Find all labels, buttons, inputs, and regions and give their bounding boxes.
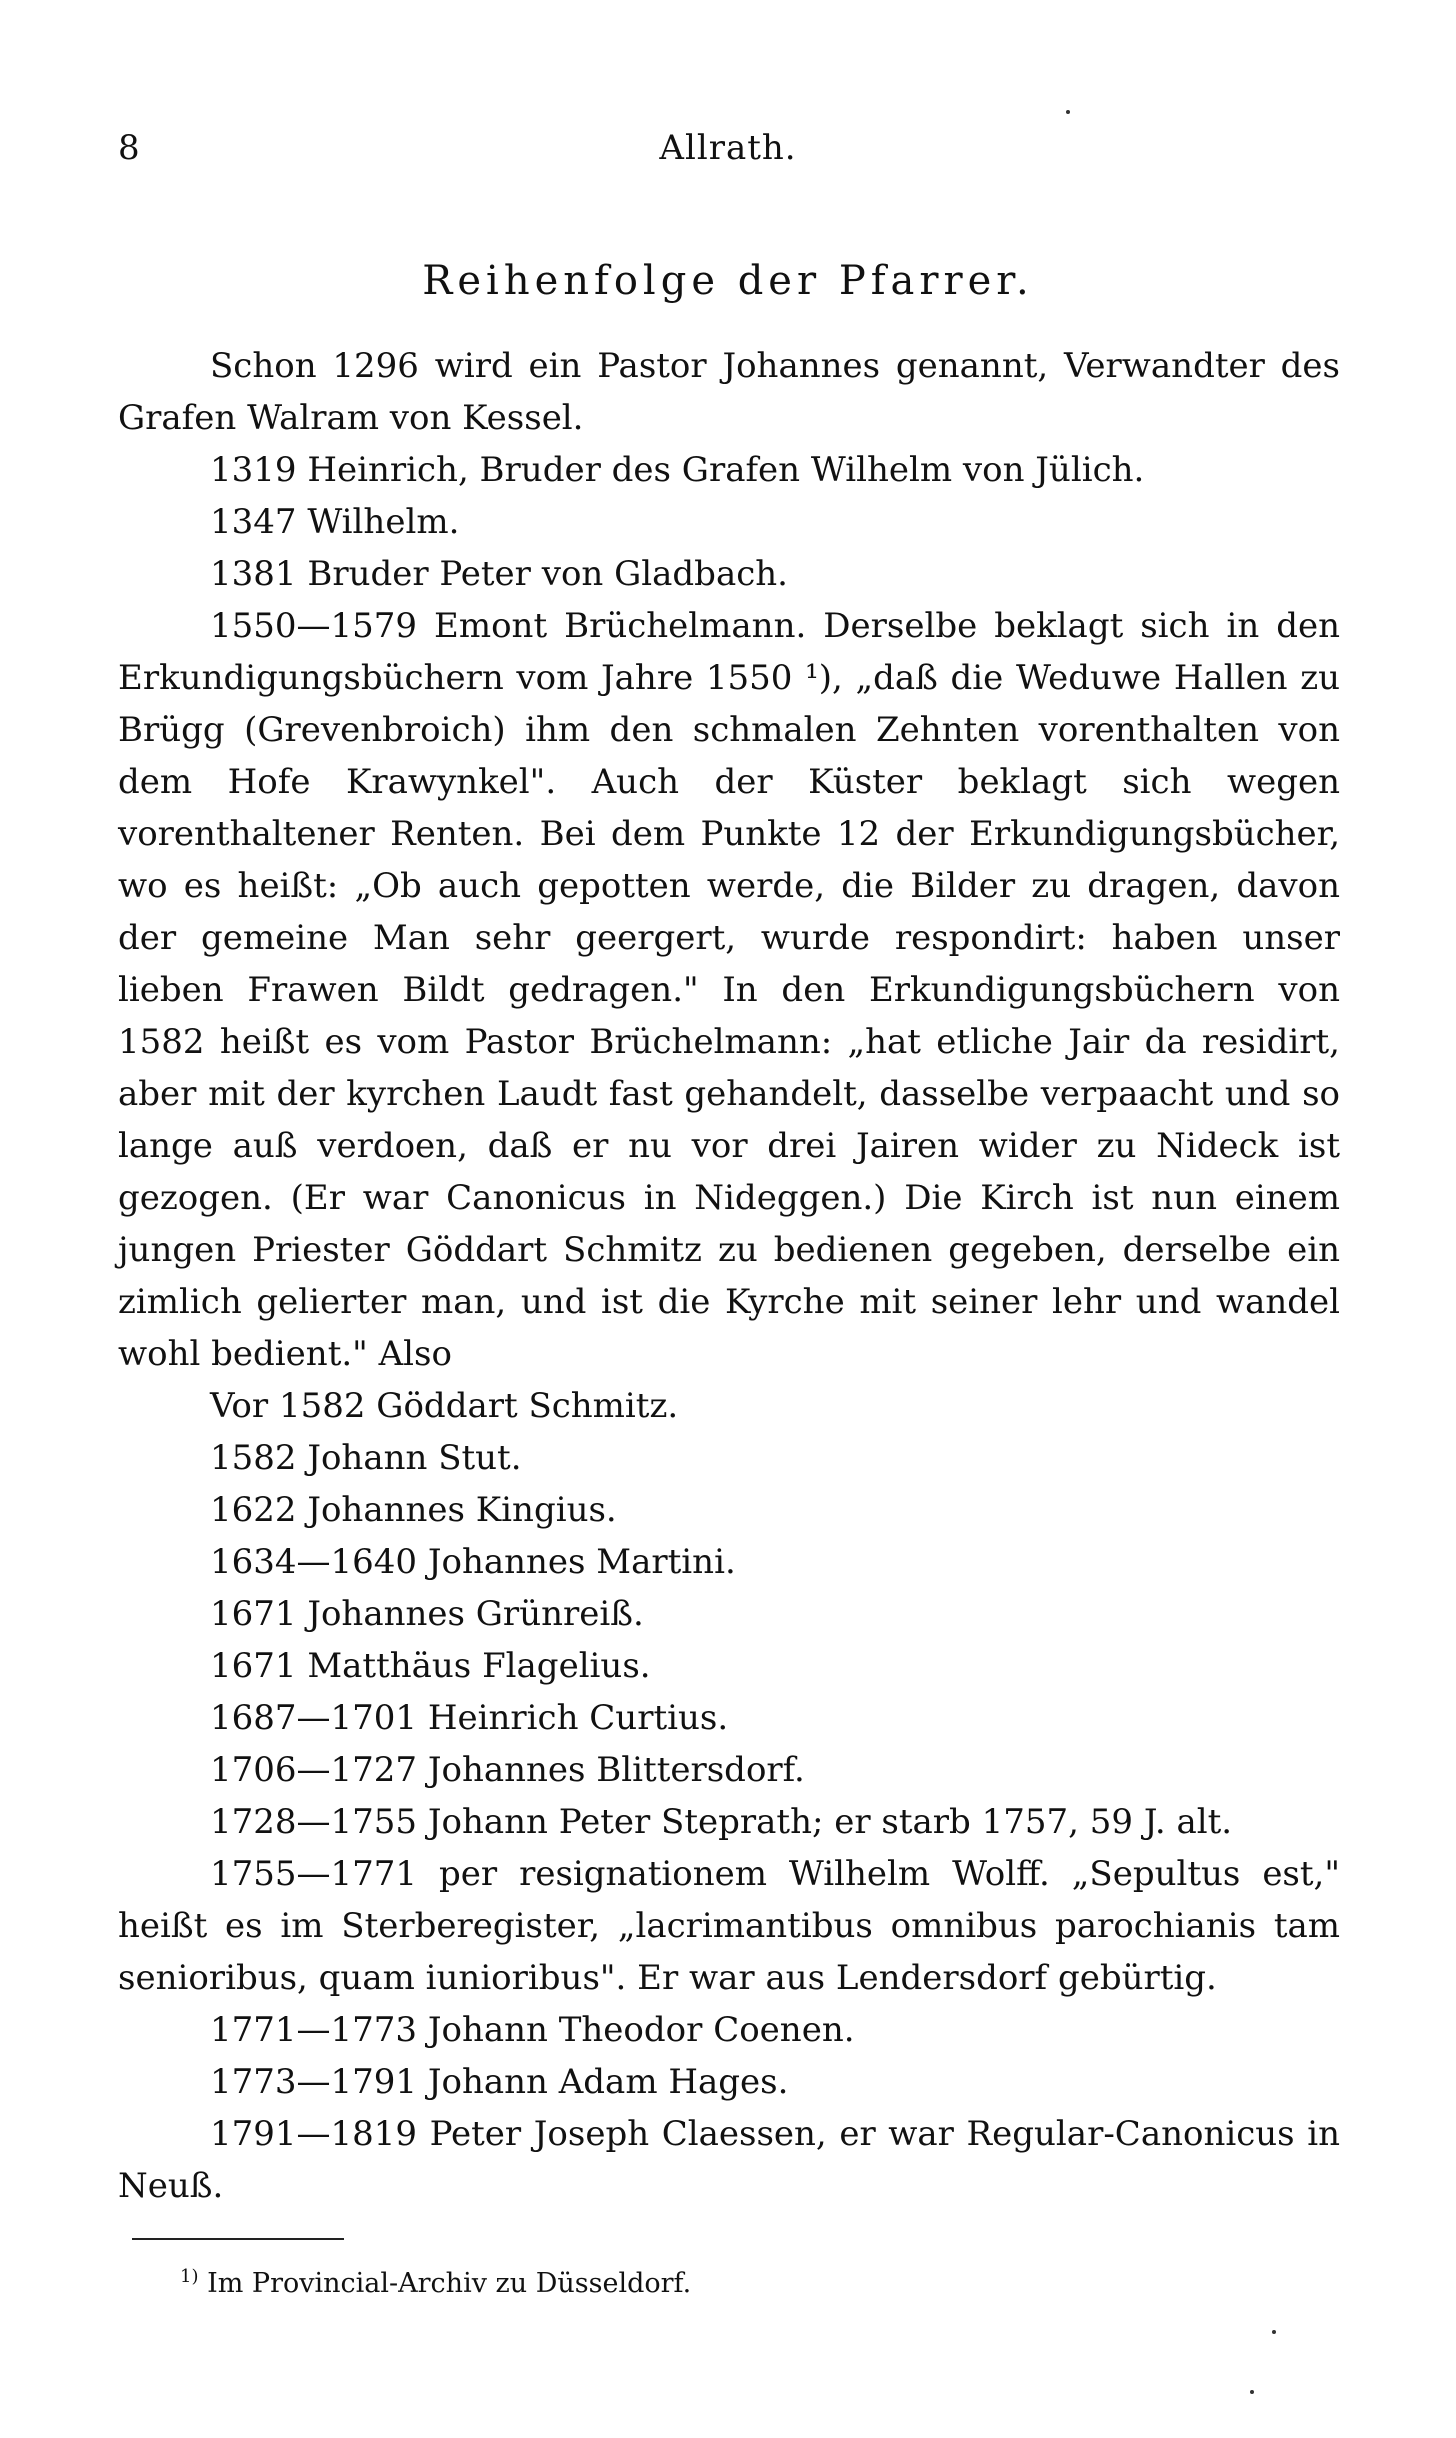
paper-speck — [1250, 2390, 1254, 2394]
footnote — [180, 2266, 691, 2299]
page-number: 8 — [118, 128, 140, 168]
entry-1319: 1319 Heinrich, Bruder des Grafen Wilhelm von Jülich. — [210, 450, 1145, 490]
entry-1771: 1771—1773 Johann Theodor Coenen. — [210, 2010, 855, 2050]
entry-1671-b: 1671 Matthäus Flagelius. — [210, 1646, 651, 1686]
paragraph-1550: 1550—1579 Emont Brüchelmann. Derselbe beklagt sich in den Erkundigungsbüchern vom Jahre 1550 ¹), „daß die Weduwe Hallen zu Brügg (Grevenbroich) ihm den schmalen Zehnten vorenthalten von dem Hofe Krawynkel". Auch der Küster beklagt sich wegen vorenthaltener Renten. Bei dem Punkte 12 der Erkundigungsbücher, wo es heißt: „Ob auch gepotten werde, die Bilder zu dragen, davon der gemeine Man sehr geergert, wurde respondirt: haben unser lieben Frawen Bildt gedragen." In den Erkundigungsbüchern von 1582 heißt es vom Pastor Brüchelmann: „hat etliche Jair da residirt, aber mit der kyrchen Laudt fast gehandelt, dasselbe verpaacht und so lange auß verdoen, daß er nu vor drei Jairen wider zu Nideck ist gezogen. (Er war Canonicus in Nideggen.) Die Kirch ist nun einem jungen Priester Göddart Schmitz zu bedienen gegeben, derselbe ein zimlich gelierter man, und ist die Kyrche mit seiner lehr und wandel wohl bedient." Also — [118, 606, 1340, 1374]
running-head: Allrath. — [659, 128, 797, 168]
entry-1728: 1728—1755 Johann Peter Steprath; er starb 1757, 59 J. alt. — [210, 1802, 1233, 1842]
entry-1347: 1347 Wilhelm. — [210, 502, 460, 542]
entry-1706: 1706—1727 Johannes Blittersdorf. — [210, 1750, 805, 1790]
entry-1381: 1381 Bruder Peter von Gladbach. — [210, 554, 788, 594]
page-header — [118, 128, 1338, 176]
entry-vor-1582: Vor 1582 Göddart Schmitz. — [210, 1386, 679, 1426]
paragraph-1791: 1791—1819 Peter Joseph Claessen, er war Regular-Canonicus in Neuß. — [118, 2114, 1340, 2206]
footnote-marker: 1) — [180, 2266, 199, 2287]
paragraph-1755: 1755—1771 per resignationem Wilhelm Wolff. „Sepultus est," heißt es im Sterberegister, „lacrimantibus omnibus parochianis tam senioribus, quam iunioribus". Er war aus Lendersdorf gebürtig. — [118, 1854, 1340, 1998]
entry-1773: 1773—1791 Johann Adam Hages. — [210, 2062, 789, 2102]
paper-speck — [1272, 2330, 1276, 2334]
footnote-rule — [132, 2238, 344, 2240]
entry-1582: 1582 Johann Stut. — [210, 1438, 522, 1478]
entry-1634: 1634—1640 Johannes Martini. — [210, 1542, 736, 1582]
entry-1622: 1622 Johannes Kingius. — [210, 1490, 617, 1530]
footnote-text: Im Provincial-Archiv zu Düsseldorf. — [207, 2268, 692, 2299]
paragraph-intro: Schon 1296 wird ein Pastor Johannes genannt, Verwandter des Grafen Walram von Kessel. — [118, 346, 1340, 438]
entry-1687: 1687—1701 Heinrich Curtius. — [210, 1698, 729, 1738]
section-title: Reihenfolge der Pfarrer. — [422, 258, 1034, 304]
entry-1671-a: 1671 Johannes Grünreiß. — [210, 1594, 644, 1634]
body-text — [118, 340, 1340, 2212]
paper-speck — [1066, 110, 1070, 114]
